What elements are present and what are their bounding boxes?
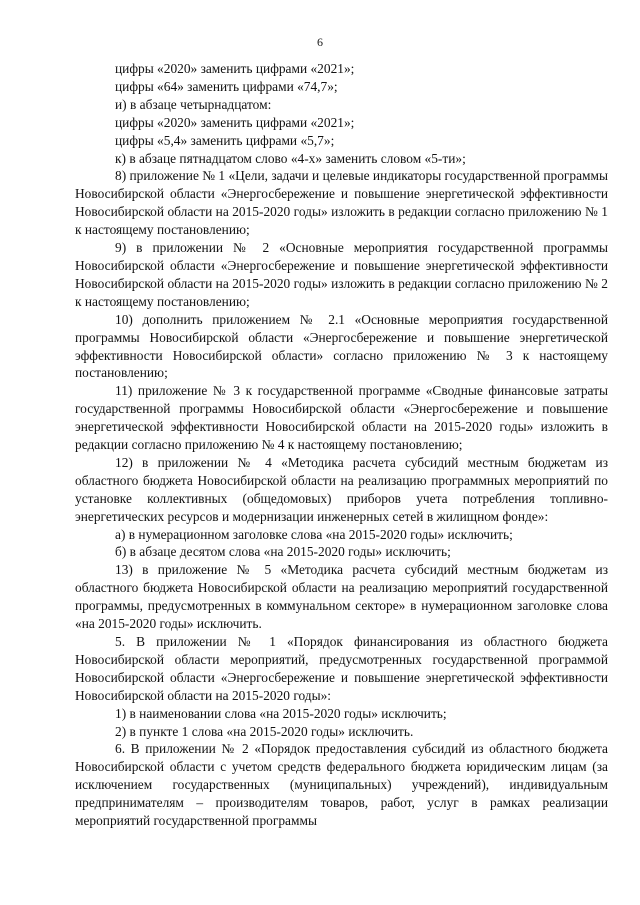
document-body (75, 60, 608, 830)
paragraph: б) в абзаце десятом слова «на 2015-2020 годы» исключить; (115, 544, 451, 560)
paragraph: цифры «2020» заменить цифрами «2021»; (115, 114, 355, 130)
paragraph: цифры «2020» заменить цифрами «2021»; (115, 61, 355, 76)
paragraph: 5. В приложении № 1 «Порядок финансирования из областного бюджета Новосибирской области мероприятий, предусмотренных государственной программой Новосибирской области «Энергосбережение и повышение энергетической эффективности Новосибирской области на 2015-2020 годы»: (75, 634, 608, 703)
paragraph: 13) в приложение № 5 «Методика расчета субсидий местным бюджетам из областного бюджета Новосибирской области на реализацию мероприятий государственной программы, предусмотренных в коммунальном секторе» в нумерационном заголовке слова «на 2015-2020 годы» исключить. (75, 562, 608, 632)
paragraph: и) в абзаце четырнадцатом: (115, 96, 272, 112)
paragraph: а) в нумерационном заголовке слова «на 2015-2020 годы» исключить; (115, 526, 513, 542)
paragraph: 8) приложение № 1 «Цели, задачи и целевые индикаторы государственной программы Новосибирской области «Энергосбережение и повышение энергетической эффективности Новосибирской области на 2015-2020 годы» изложить в редакции согласно приложению № 1 к настоящему постановлению; (75, 168, 608, 238)
paragraph: 1) в наименовании слова «на 2015-2020 годы» исключить; (115, 705, 447, 721)
paragraph: к) в абзаце пятнадцатом слово «4-х» заменить словом «5-ти»; (115, 150, 466, 166)
paragraph: 9) в приложении № 2 «Основные мероприятия государственной программы Новосибирской области «Энергосбережение и повышение энергетической эффективности Новосибирской области на 2015-2020 годы» изложить в редакции согласно приложению № 2 к настоящему постановлению; (75, 240, 608, 309)
paragraph: 10) дополнить приложением № 2.1 «Основные мероприятия государственной программы Новосибирской области «Энергосбережение и повышение энергетической эффективности Новосибирской области» согласно приложению № 3 к настоящему постановлению; (75, 311, 608, 381)
paragraph: 12) в приложении № 4 «Методика расчета субсидий местным бюджетам из областного бюджета Новосибирской области на реализацию программных мероприятий по установке коллективных (общедомовых) приборов учета потребления топливно-энергетических ресурсов и модернизации инженерных сетей в жилищном фонде»: (75, 454, 608, 524)
page-number: 6 (317, 35, 323, 49)
paragraph: цифры «64» заменить цифрами «74,7»; (115, 78, 338, 94)
paragraph: 6. В приложении № 2 «Порядок предоставления субсидий из областного бюджета Новосибирской области с учетом средств федерального бюджета юридическим лицам (за исключением государственных (муниципальных) учреждений), индивидуальным предпринимателям – производителям товаров, работ, услуг в рамках реализации мероприятий государственной программы (75, 741, 608, 829)
paragraph: цифры «5,4» заменить цифрами «5,7»; (115, 132, 335, 148)
paragraph: 11) приложение № 3 к государственной программе «Сводные финансовые затраты государственной программы Новосибирской области «Энергосбережение и повышение энергетической эффективности Новосибирской области на 2015-2020 годы» изложить в редакции согласно приложению № 4 к настоящему постановлению; (75, 383, 608, 453)
paragraph: 2) в пункте 1 слова «на 2015-2020 годы» исключить. (115, 723, 414, 739)
